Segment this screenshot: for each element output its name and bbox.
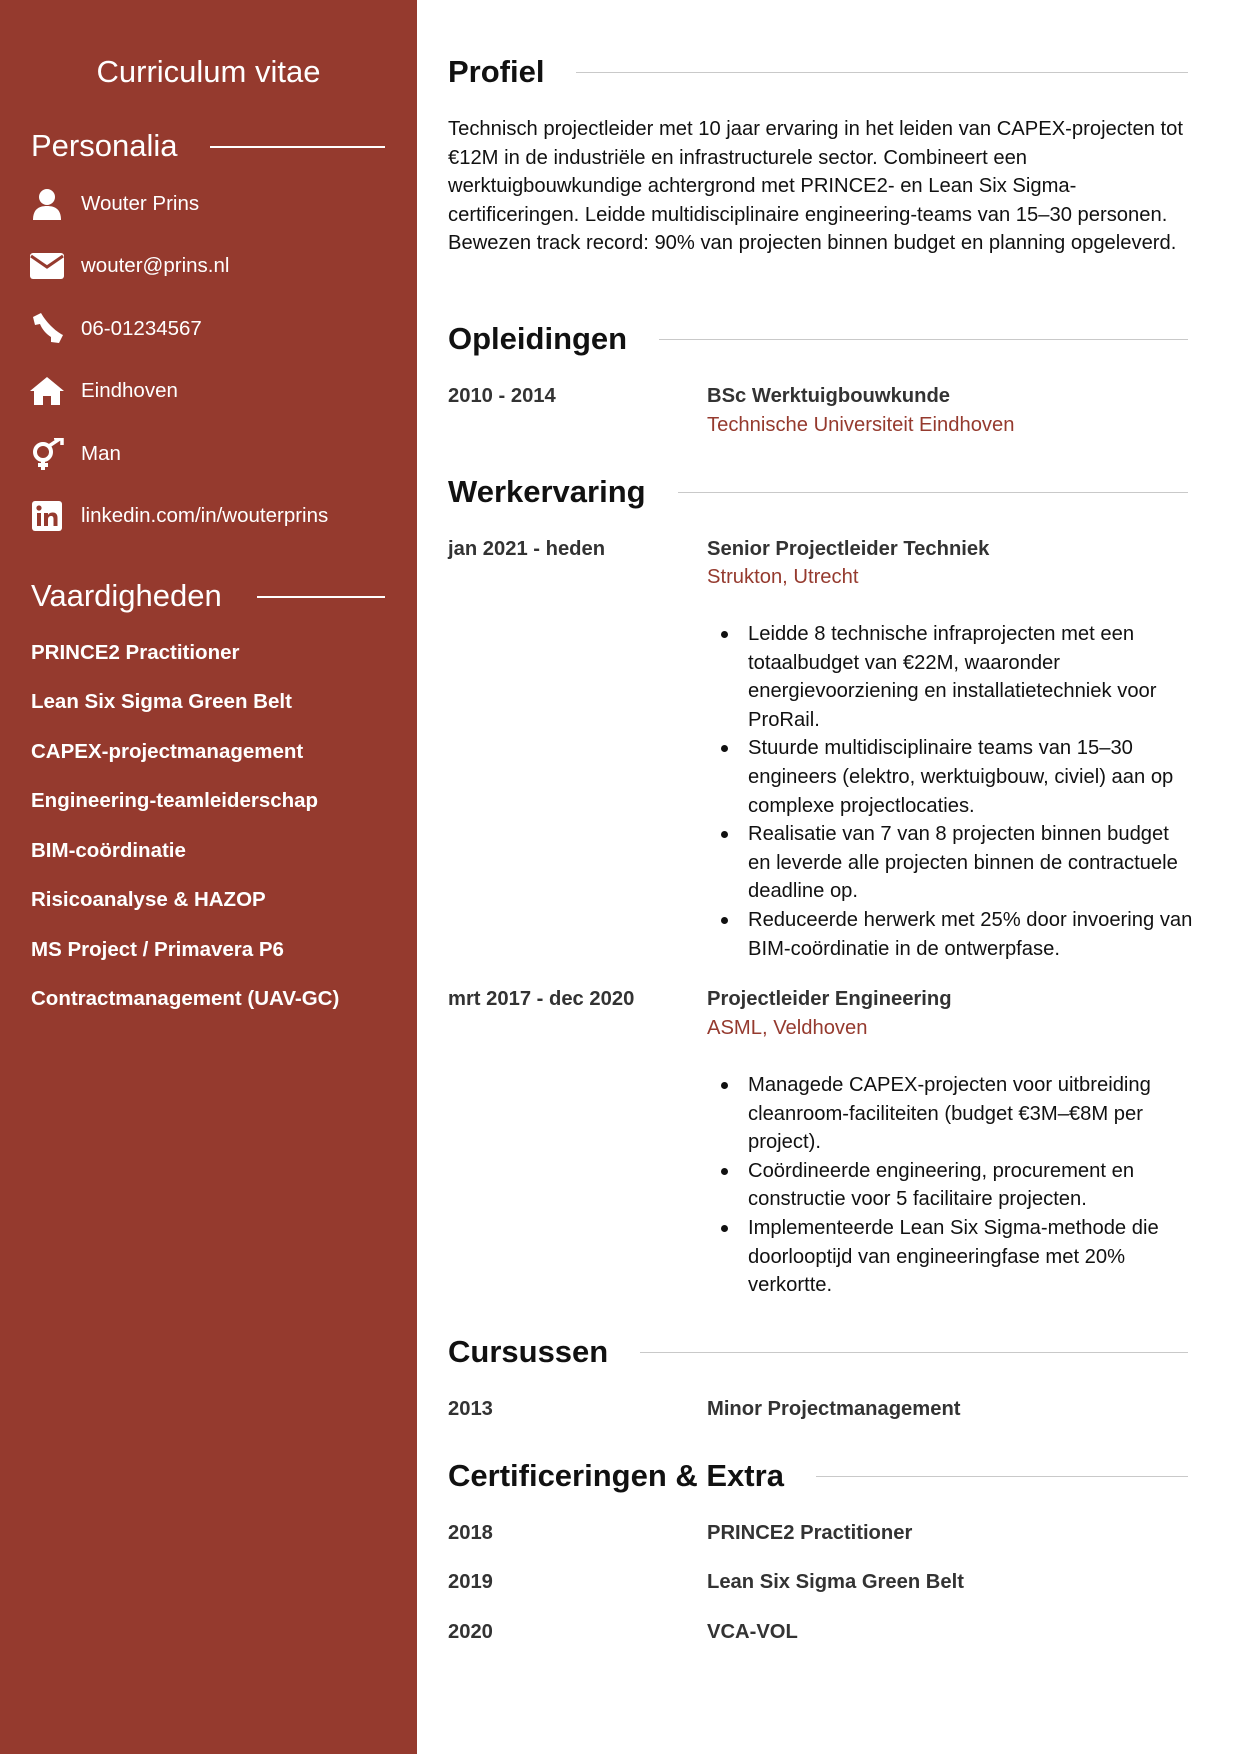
- home-icon: [28, 374, 66, 408]
- certification-title: Lean Six Sigma Green Belt: [707, 1571, 964, 1593]
- job-bullet: Coördineerde engineering, procurement en constructie voor 5 facilitaire projecten.: [748, 1157, 1193, 1214]
- contact-name-text: Wouter Prins: [81, 192, 200, 215]
- job-bullet: Realisatie van 7 van 8 projecten binnen budget en leverde alle projecten binnen de contractuele deadline op.: [748, 820, 1193, 906]
- experience-section-header: [448, 472, 1188, 512]
- phone-icon: [28, 312, 66, 346]
- job-bullets: [707, 620, 1193, 963]
- education-divider: [659, 339, 1188, 340]
- contact-email-text[interactable]: wouter@prins.nl: [81, 254, 230, 277]
- job-company: ASML, Veldhoven: [707, 1017, 868, 1039]
- job-bullet: Stuurde multidisciplinaire teams van 15–30 engineers (elektro, werktuigbouw, civiel) aan op complexe projectlocaties.: [748, 734, 1193, 820]
- certifications-heading: Certificeringen & Extra: [448, 1458, 784, 1493]
- personalia-heading: Personalia: [31, 128, 178, 163]
- job-bullet: Managede CAPEX-projecten voor uitbreiding cleanroom-faciliteiten (budget €3M–€8M per project).: [748, 1071, 1193, 1157]
- courses-section-header: [448, 1332, 1188, 1372]
- job-bullets: [707, 1071, 1193, 1300]
- job-title: Senior Projectleider Techniek: [707, 538, 990, 560]
- contact-city-text: Eindhoven: [81, 379, 178, 402]
- experience-divider: [678, 492, 1188, 493]
- profile-text: Technisch projectleider met 10 jaar ervaring in het leiden van CAPEX-projecten tot €12M in de industriële en infrastructurele sector. Combineert een werktuigbouwkundige achtergrond met PRINCE2- en Lean Six Sigma-certificeringen. Leidde multidisciplinaire engineering-teams van 15–30 personen. Bewezen track record: 90% van projecten binnen budget en planning opgeleverd.: [448, 118, 1183, 255]
- job-date: mrt 2017 - dec 2020: [448, 988, 635, 1010]
- skill-item: Contractmanagement (UAV-GC): [31, 987, 340, 1010]
- job-date: jan 2021 - heden: [448, 538, 606, 560]
- contact-gender-text: Man: [81, 442, 121, 465]
- skill-item: Lean Six Sigma Green Belt: [31, 690, 292, 713]
- cv-title: Curriculum vitae: [96, 54, 321, 89]
- certification-date: 2020: [448, 1621, 493, 1643]
- job-company: Strukton, Utrecht: [707, 566, 859, 588]
- job-bullet: Leidde 8 technische infraprojecten met een totaalbudget van €22M, waaronder energievoorziening en installatietechniek voor ProRail.: [748, 620, 1193, 734]
- job-bullet: Implementeerde Lean Six Sigma-methode die doorlooptijd van engineeringfase met 20% verkortte.: [748, 1214, 1193, 1300]
- courses-divider: [640, 1352, 1188, 1353]
- skill-item: PRINCE2 Practitioner: [31, 641, 240, 664]
- job-title: Projectleider Engineering: [707, 988, 952, 1010]
- education-section-header: [448, 319, 1188, 359]
- contact-gender: [28, 434, 121, 474]
- contact-city: [28, 371, 178, 411]
- personalia-divider: [210, 146, 385, 148]
- skills-heading: Vaardigheden: [31, 578, 222, 613]
- profile-divider: [576, 72, 1188, 73]
- education-date: 2010 - 2014: [448, 385, 556, 407]
- certification-title: PRINCE2 Practitioner: [707, 1522, 913, 1544]
- contact-name: [28, 184, 199, 224]
- education-title: BSc Werktuigbouwkunde: [707, 385, 951, 407]
- skill-item: Risicoanalyse & HAZOP: [31, 888, 266, 911]
- courses-heading: Cursussen: [448, 1334, 609, 1369]
- education-institution: Technische Universiteit Eindhoven: [707, 414, 1015, 436]
- profile-section-header: [448, 52, 1188, 92]
- linkedin-icon: [28, 499, 66, 533]
- experience-heading: Werkervaring: [448, 474, 646, 509]
- contact-linkedin-text[interactable]: linkedin.com/in/wouterprins: [81, 504, 329, 527]
- certifications-divider: [816, 1476, 1188, 1477]
- certification-title: VCA-VOL: [707, 1621, 798, 1643]
- education-heading: Opleidingen: [448, 321, 628, 356]
- skill-item: BIM-coördinatie: [31, 839, 186, 862]
- course-date: 2013: [448, 1398, 493, 1420]
- skills-divider: [257, 596, 385, 598]
- contact-linkedin[interactable]: [28, 496, 328, 536]
- profile-heading: Profiel: [448, 54, 545, 89]
- user-icon: [28, 187, 66, 221]
- skill-item: MS Project / Primavera P6: [31, 938, 284, 961]
- contact-phone[interactable]: [28, 309, 202, 349]
- course-title: Minor Projectmanagement: [707, 1398, 961, 1420]
- job-bullet: Reduceerde herwerk met 25% door invoering van BIM-coördinatie in de ontwerpfase.: [748, 906, 1193, 963]
- certification-date: 2018: [448, 1522, 493, 1544]
- skill-item: CAPEX-projectmanagement: [31, 740, 304, 763]
- certification-date: 2019: [448, 1571, 493, 1593]
- certifications-section-header: [448, 1456, 1188, 1496]
- envelope-icon: [28, 249, 66, 283]
- skill-item: Engineering-teamleiderschap: [31, 789, 319, 812]
- sidebar: [0, 0, 417, 1754]
- contact-phone-text[interactable]: 06-01234567: [81, 317, 202, 340]
- contact-email[interactable]: [28, 246, 229, 286]
- gender-icon: [28, 437, 66, 471]
